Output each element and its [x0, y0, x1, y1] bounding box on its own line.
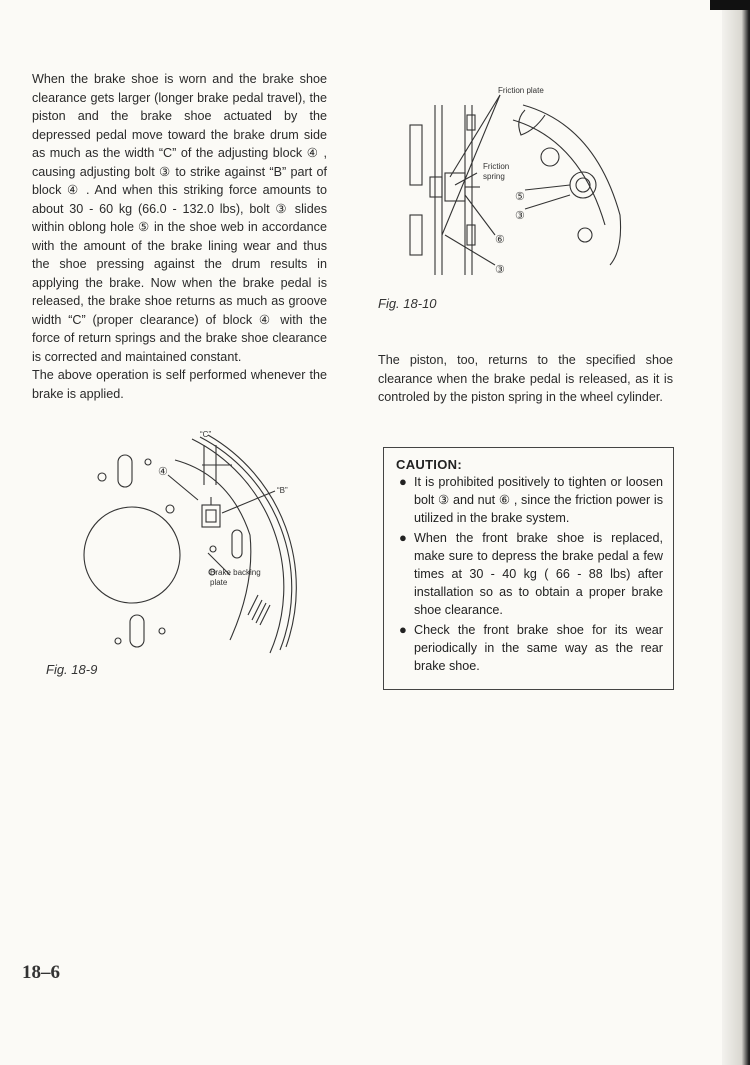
caution-item	[396, 473, 663, 528]
figure-18-9	[80, 425, 300, 660]
fig-18-9-caption: Fig. 18-9	[46, 662, 98, 677]
body-paragraph-left	[32, 70, 327, 403]
caution-item-text: When the front brake shoe is replaced, make sure to depress the brake pedal a few times at 30 - 40 kg ( 66 - 88 lbs) after installation so as to obtain a proper brake shoe clearance.	[414, 530, 663, 618]
fig18-10-label-friction-plate: Friction plate	[498, 86, 544, 95]
body-text-left-2: The above operation is self performed whenever the brake is applied.	[32, 368, 327, 401]
figure-18-10	[405, 85, 630, 285]
caution-item-text: It is prohibited positively to tighten or loosen bolt ③ and nut ⑥ , since the friction power is utilized in the brake system.	[414, 475, 663, 526]
fig-18-10-caption: Fig. 18-10	[378, 296, 437, 311]
fig18-10-label-friction-spring-2: spring	[483, 172, 505, 181]
bullet-icon: ●	[399, 474, 407, 489]
bullet-icon: ●	[399, 529, 407, 545]
caution-title: CAUTION:	[396, 457, 462, 472]
body-paragraph-right: The piston, too, returns to the specified shoe clearance when the brake pedal is released, as it is controled by the piston spring in the wheel cylinder.	[378, 353, 673, 404]
fig18-10-label-3b: ③	[495, 264, 505, 276]
bullet-icon: ●	[399, 621, 407, 637]
caution-list	[396, 473, 663, 675]
body-text-left: When the brake shoe is worn and the brake shoe clearance gets larger (longer brake pedal travel), the piston and the brake shoe actuated by the depressed pedal move toward the brake drum side as much as the width “C” of the adjusting block ④ , causing adjusting bolt ③ to strike against “B” part of block ④ . And when this striking force amounts to about 30 - 60 kg (66.0 - 132.0 lbs), bolt ③ slides within oblong hole ⑤ in the shoe web in accordance with the amount of the brake lining wear and thus the shoe pressing against the drum results in applying the brake. Now when the brake pedal is released, the brake shoe returns as much as groove width “C” (proper clearance) of block ④ with the force of return springs and the brake shoe clearance is corrected and maintained constant.	[32, 72, 327, 364]
fig18-9-label-b: “B”	[277, 486, 288, 495]
fig18-9-label-c: “C”	[200, 430, 212, 439]
caution-item	[396, 529, 663, 620]
page-corner	[710, 0, 750, 10]
caution-item-text: Check the front brake shoe for its wear periodically in the same way as the rear brake shoe.	[414, 622, 663, 674]
fig18-9-label-plate-1: Brake backing	[210, 568, 261, 577]
fig18-10-label-6: ⑥	[495, 234, 505, 246]
fig18-9-label-plate-2: plate	[210, 578, 228, 587]
fig18-10-label-friction-spring-1: Friction	[483, 162, 510, 171]
page-number: 18–6	[22, 962, 60, 983]
fig18-10-label-3a: ③	[515, 210, 525, 222]
fig18-9-label-4: ④	[158, 466, 168, 478]
page-edge	[722, 0, 750, 1065]
caution-item	[396, 621, 663, 676]
caution-box	[383, 447, 674, 690]
fig18-10-label-5: ⑤	[515, 191, 525, 203]
